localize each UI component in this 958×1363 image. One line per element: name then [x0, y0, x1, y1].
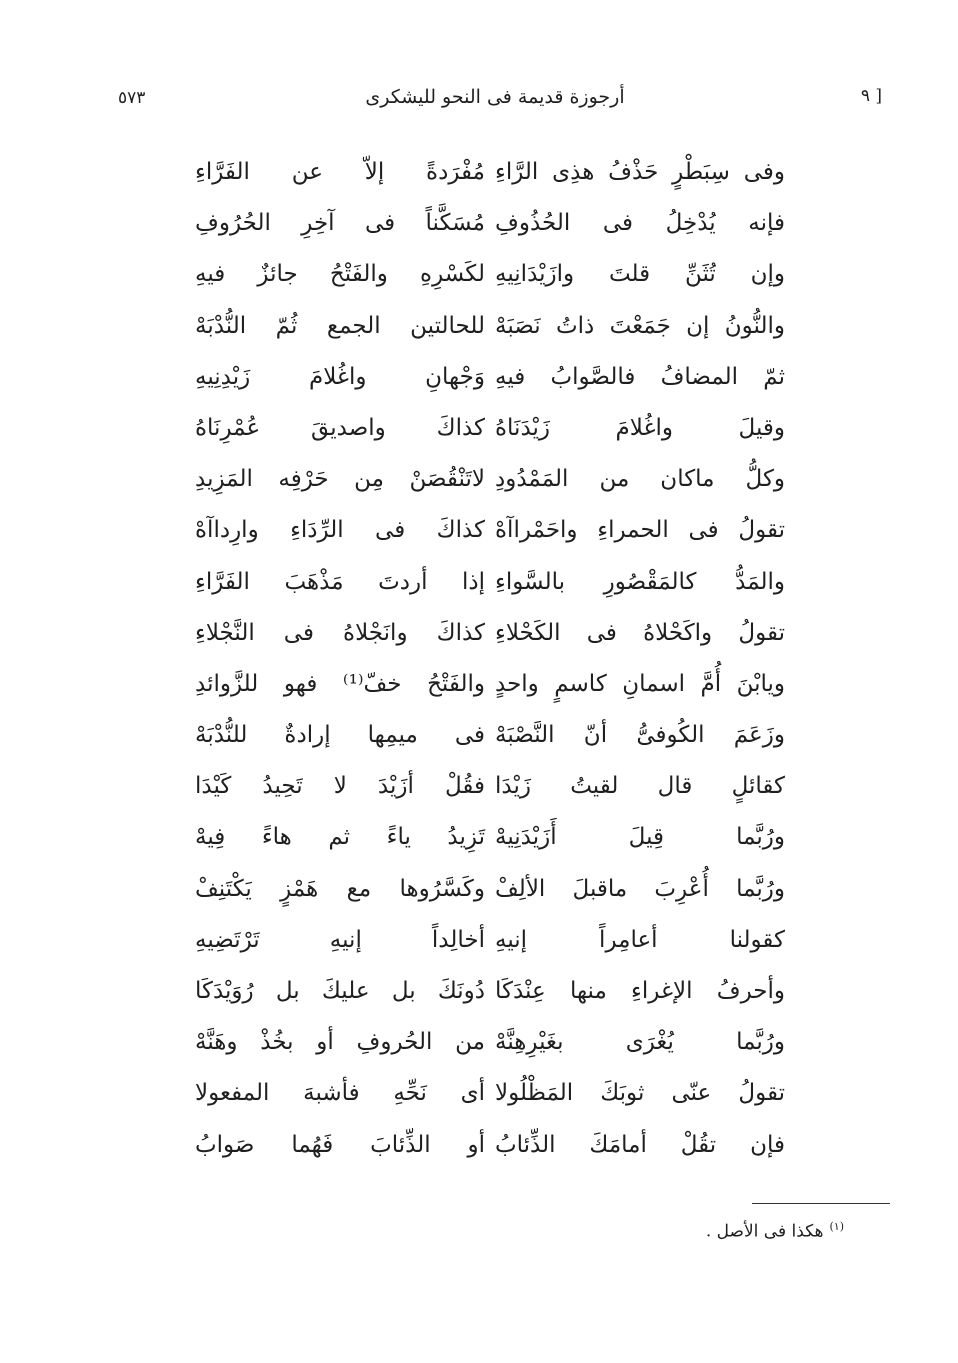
- verse-first-half: وزَعَمَ الكُوفىُّ أنّ النَّصْبَهْ: [495, 722, 785, 749]
- footnote-text: هكذا فى الأصل .: [705, 1221, 824, 1242]
- verse-line: [195, 913, 785, 964]
- section-marker: [ ٩: [860, 86, 882, 106]
- footnote-separator: [752, 1203, 890, 1204]
- verse-first-half: تقولُ عنّى ثوبَكَ المَظْلُولا: [495, 1080, 785, 1107]
- verse-first-half: وفى سِبَطْرٍ حَذْفُ هذِى الرَّاءِ: [495, 159, 785, 185]
- verse-line: [195, 1118, 785, 1169]
- verse-first-half: والمَدُّ كالمَقْصُورِ بالسَّواءِ: [495, 568, 785, 595]
- verse-second-half: دُونَكَ بل عليكَ بل رُوَيْدَكَا: [195, 978, 485, 1004]
- verse-line: [195, 555, 785, 606]
- verse-second-half: كذاكَ فى الرِّدَاءِ وارِداآهْ: [195, 517, 485, 544]
- verse-first-half: وإن تُثَنِّ قلتَ وازَيْدَانِيهِ: [495, 261, 785, 288]
- footnote-mark: (١): [829, 1220, 844, 1233]
- verse-second-half: من الحُروفِ أو بخُذْ وهَنَّهْ: [195, 1029, 485, 1056]
- verse-first-half: والنُّونُ إن جَمَعْتَ ذاتُ نَصَبَهْ: [495, 312, 785, 339]
- verse-first-half: وأحرفُ الإغراءِ منها عِنْدَكَا: [495, 978, 785, 1004]
- verse-line: [195, 401, 785, 452]
- verse-first-half: ورُبَّما أُعْرِبَ ماقبلَ الألِفْ: [495, 875, 785, 902]
- verse-second-half: تَزِيدُ ياءً ثم هاءً فِيهْ: [195, 824, 485, 851]
- running-title: أرجوزة قديمة فى النحو لليشكرى: [365, 86, 625, 108]
- verse-line: [195, 350, 785, 401]
- verse-first-half: وكلُّ ماكان من المَمْدُودِ: [495, 466, 785, 493]
- verse-first-half: فإنه يُدْخِلُ فى الحُذُوفِ: [495, 210, 785, 237]
- page-number: ٥٧٣: [118, 88, 146, 108]
- verse-second-half: لاتَنْقُصَنْ مِن حَرْفِه المَزِيدِ: [195, 466, 485, 493]
- page-header: [100, 82, 890, 118]
- verse-second-half: إذا أردتَ مَذْهَبَ الفَرَّاءِ: [195, 568, 485, 595]
- verse-line: [195, 452, 785, 503]
- verse-second-half: مُسَكَّناً فى آخِرِ الحُرُوفِ: [195, 210, 485, 237]
- verse-line: [195, 1066, 785, 1117]
- verse-second-half: مُفْرَدةً إلاّ عن الفَرَّاءِ: [195, 159, 485, 185]
- verse-second-half: أو الذِّئابَ فَهُما صَوابُ: [195, 1131, 485, 1158]
- verse-first-half: كقائلٍ قال لقيتُ زَيْدَا: [495, 773, 785, 800]
- verse-line: [195, 810, 785, 861]
- verse-second-half: وكَسَّرُوها مع هَمْزٍ يَكْتَنِفْ: [195, 875, 485, 902]
- verse-second-half: والفَتْحُ خفّ⁽¹⁾ فهو للزَّوائدِ: [195, 670, 485, 697]
- verse-line: [195, 964, 785, 1015]
- verse-line: [195, 145, 785, 196]
- verse-line: [195, 759, 785, 810]
- footnote: [706, 1220, 844, 1242]
- verse-second-half: كذاكَ وانَجْلاهُ فى النَّجْلاءِ: [195, 619, 485, 646]
- verse-second-half: فقُلْ أزَيْدَ لا تَحِيدُ كَيْدَا: [195, 773, 485, 800]
- verse-line: [195, 196, 785, 247]
- verse-line: [195, 606, 785, 657]
- verse-second-half: كذاكَ واصديقَ عُمْرِنَاهُ: [195, 414, 485, 441]
- verse-second-half: فى ميمِها إرادةٌ للنُّدْبَهْ: [195, 722, 485, 749]
- verse-line: [195, 708, 785, 759]
- verse-line: [195, 503, 785, 554]
- verse-first-half: تقولُ فى الحمراءِ واحَمْراآهْ: [495, 517, 785, 544]
- verse-first-half: ورُبَّما يُغْرَى بغَيْرِهِنَّهْ: [495, 1029, 785, 1056]
- verse-line: [195, 657, 785, 708]
- verse-second-half: لكَسْرِهِ والفَتْحُ جائزٌ فيهِ: [195, 261, 485, 288]
- verse-second-half: وَجْهانِ واغُلامَ زَيْدِنِيهِ: [195, 363, 485, 390]
- verse-first-half: وقيلَ واغُلامَ زَيْدَنَاهُ: [495, 414, 785, 441]
- verse-line: [195, 299, 785, 350]
- verse-first-half: ثمّ المضافُ فالصَّوابُ فيهِ: [495, 363, 785, 390]
- verse-second-half: للحالتين الجمع ثُمّ النُّدْبَهْ: [195, 312, 485, 339]
- verse-first-half: ويابْنَ أُمَّ اسمانِ كاسمٍ واحدٍ: [495, 670, 785, 697]
- verse-second-half: أى نَحِّهِ فأشبهَ المفعولا: [195, 1080, 485, 1107]
- verse-first-half: ورُبَّما قِيلَ أَزَيْدَنِيهْ: [495, 824, 785, 851]
- verse-first-half: كقولنا أعامِراً إنيهِ: [495, 926, 785, 953]
- verse-first-half: فإن تقُلْ أمامَكَ الذِّئابُ: [495, 1131, 785, 1158]
- verse-second-half: أخالِداً إنيهِ تَرْتَضِيهِ: [195, 926, 485, 953]
- verse-line: [195, 862, 785, 913]
- verse-line: [195, 1015, 785, 1066]
- verse-line: [195, 247, 785, 298]
- poem-body: [195, 145, 785, 1169]
- verse-first-half: تقولُ واكَحْلاهُ فى الكَحْلاءِ: [495, 619, 785, 646]
